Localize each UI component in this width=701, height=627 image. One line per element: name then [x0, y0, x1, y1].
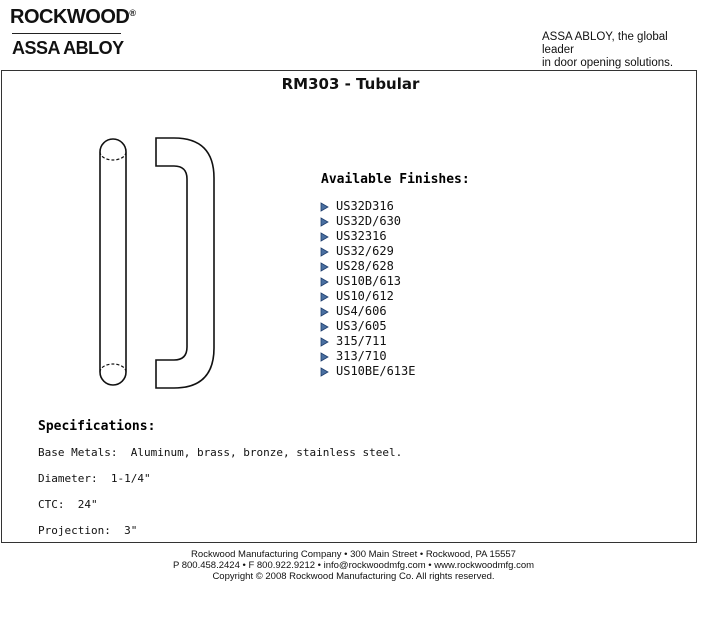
- finish-label: US3/605: [336, 319, 387, 333]
- tagline-line2: in door opening solutions.: [542, 57, 674, 69]
- finish-item: [319, 259, 415, 274]
- triangle-bullet-icon: [319, 199, 336, 214]
- spec-diameter: Diameter: 1-1/4": [38, 472, 151, 485]
- finish-item: [319, 229, 415, 244]
- finish-label: US32D316: [336, 199, 394, 213]
- tagline-line1: ASSA ABLOY, the global leader: [542, 31, 668, 56]
- footer-address: Rockwood Manufacturing Company • 300 Main Street • Rockwood, PA 15557: [191, 549, 516, 560]
- footer-contact: P 800.458.2424 • F 800.922.9212 • info@rockwoodmfg.com • www.rockwoodmfg.com: [172, 560, 535, 571]
- finishes-list: [319, 199, 415, 379]
- finish-label: US32/629: [336, 244, 394, 258]
- finish-label: US10BE/613E: [336, 364, 416, 378]
- tagline: [542, 31, 700, 70]
- finish-item: [319, 199, 415, 214]
- finish-label: 315/711: [336, 334, 387, 348]
- finish-item: [319, 319, 415, 334]
- finish-label: US32D/630: [336, 214, 402, 228]
- specifications-heading: Specifications:: [38, 419, 156, 434]
- front-view-top-end: [100, 152, 126, 160]
- finish-item: [319, 274, 415, 289]
- rockwood-logo-text: ROCKWOOD: [10, 6, 130, 28]
- triangle-bullet-icon: [319, 304, 336, 319]
- spec-base-metals: Base Metals: Aluminum, brass, bronze, stainless steel.: [38, 446, 403, 459]
- front-view-bottom-end: [100, 364, 126, 372]
- rockwood-logo: [10, 6, 135, 29]
- registered-mark: ®: [129, 8, 136, 18]
- finish-item: [319, 304, 415, 319]
- finish-item: [319, 349, 415, 364]
- assa-abloy-logo: ASSA ABLOY: [12, 38, 124, 58]
- tubular-pull-drawing: [90, 130, 220, 399]
- front-view-outline: [100, 139, 126, 385]
- triangle-bullet-icon: [319, 229, 336, 244]
- triangle-bullet-icon: [319, 364, 336, 379]
- triangle-bullet-icon: [319, 214, 336, 229]
- logo-divider: [12, 33, 121, 34]
- side-view-outer: [156, 138, 214, 388]
- spec-projection: Projection: 3": [38, 524, 138, 537]
- triangle-bullet-icon: [319, 244, 336, 259]
- page-title: RM303 - Tubular: [281, 75, 420, 93]
- triangle-bullet-icon: [319, 334, 336, 349]
- triangle-bullet-icon: [319, 274, 336, 289]
- footer: [0, 549, 701, 582]
- finish-item: [319, 289, 415, 304]
- finish-item: [319, 334, 415, 349]
- triangle-bullet-icon: [319, 259, 336, 274]
- finish-label: US10/612: [336, 289, 394, 303]
- finishes-heading: Available Finishes:: [321, 172, 470, 187]
- spec-ctc: CTC: 24": [38, 498, 98, 511]
- finish-label: US28/628: [336, 259, 394, 273]
- finish-label: US10B/613: [336, 274, 402, 288]
- finish-item: [319, 244, 415, 259]
- finish-label: US32316: [336, 229, 387, 243]
- finish-label: 313/710: [336, 349, 387, 363]
- finish-item: [319, 214, 415, 229]
- finish-label: US4/606: [336, 304, 387, 318]
- triangle-bullet-icon: [319, 319, 336, 334]
- finish-item: [319, 364, 415, 379]
- triangle-bullet-icon: [319, 289, 336, 304]
- pull-drawing-svg: [90, 130, 220, 395]
- triangle-bullet-icon: [319, 349, 336, 364]
- footer-copyright: Copyright © 2008 Rockwood Manufacturing Co. All rights reserved.: [212, 571, 495, 582]
